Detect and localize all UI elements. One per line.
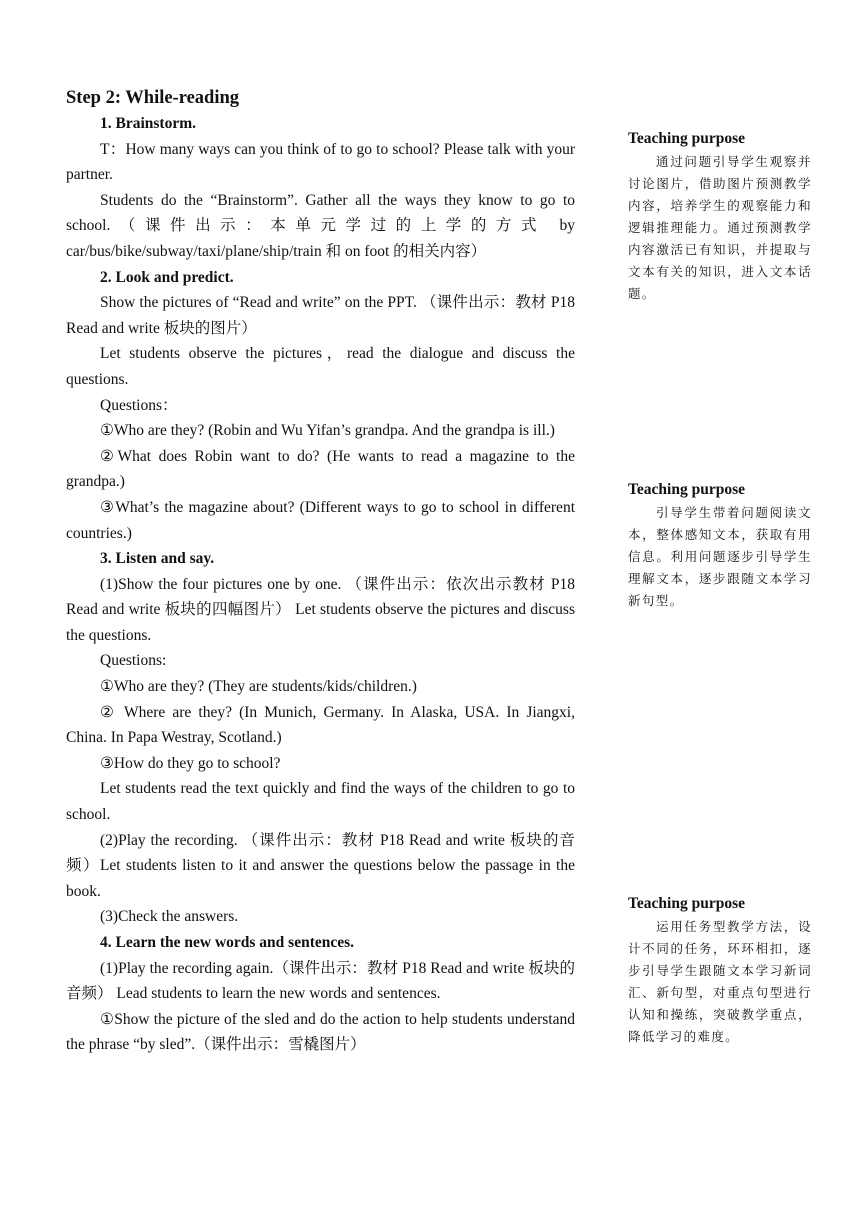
side-note-3 — [628, 894, 812, 1048]
paragraph: 2. Look and predict. — [100, 268, 234, 286]
paragraph: 3. Listen and say. — [100, 550, 215, 568]
paragraph: Show the pictures of “Read and write” on the PPT. （课件出示：教材 P18 Read and write 板块的图片） — [66, 294, 575, 337]
paragraph: Questions： — [100, 396, 178, 414]
paragraph: (1)Show the four pictures one by one. （课件出示：依次出示教材 P18 Read and write 板块的四幅图片） Let students observe the pictures and discuss the questions. — [66, 575, 575, 644]
paragraph: 4. Learn the new words and sentences. — [100, 934, 355, 951]
paragraph: ①Who are they? (Robin and Wu Yifan’s grandpa. And the grandpa is ill.) — [100, 422, 555, 440]
paragraph: Let students observe the pictures，read the dialogue and discuss the questions. — [66, 345, 575, 388]
paragraph: ③How do they go to school? — [100, 754, 281, 772]
paragraph: (2)Play the recording. （课件出示：教材 P18 Read and write 板块的音频）Let students listen to it and answer the questions below the passage in the book. — [66, 831, 575, 900]
paragraph: ①Show the picture of the sled and do the action to help students understand the phrase “by sled”.（课件出示：雪橇图片） — [66, 1010, 575, 1054]
side-note-2 — [628, 480, 812, 612]
paragraph: ②What does Robin want to do? (He wants to read a magazine to the grandpa.) — [66, 447, 575, 491]
paragraph: Questions: — [100, 652, 167, 670]
paragraph: (1)Play the recording again.（课件出示：教材 P18 Read and write 板块的音频） Lead students to learn the new words and sentences. — [66, 959, 575, 1003]
main-content — [66, 86, 575, 1058]
side-note-title: Teaching purpose — [628, 130, 745, 147]
paragraph-list — [66, 111, 575, 1058]
paragraph: 1. Brainstorm. — [100, 115, 197, 132]
side-note-text: 运用任务型教学方法，设计不同的任务，环环相扣，逐步引导学生跟随文本学习新词汇、新句型，对重点句型进行认知和操练，突破教学重点，降低学习的难度。 — [628, 919, 812, 1044]
paragraph: T：How many ways can you think of to go to school? Please talk with your partner. — [66, 140, 575, 184]
paragraph: ② Where are they? (In Munich, Germany. In Alaska, USA. In Jiangxi, China. In Papa Westray, Scotland.) — [66, 703, 575, 747]
paragraph: (3)Check the answers. — [100, 908, 239, 926]
paragraph: ①Who are they? (They are students/kids/children.) — [100, 678, 417, 696]
section-heading: Step 2: While-reading — [66, 88, 240, 108]
side-note-title: Teaching purpose — [628, 895, 745, 912]
paragraph: Students do the “Brainstorm”. Gather all the ways they know to go to school.（课件出示：本单元学过的上学的方式 by car/bus/bike/subway/taxi/plane/ship/train 和 on foot 的相关内容） — [66, 191, 575, 260]
side-note-title: Teaching purpose — [628, 481, 745, 498]
paragraph: Let students read the text quickly and find the ways of the children to go to school. — [66, 780, 575, 824]
paragraph: ③What’s the magazine about? (Different ways to go to school in different countries.) — [66, 498, 575, 542]
side-note-text: 引导学生带着问题阅读文本，整体感知文本，获取有用信息。利用问题逐步引导学生理解文本，逐步跟随文本学习新句型。 — [628, 505, 812, 608]
side-note-1 — [628, 129, 812, 305]
side-note-text: 通过问题引导学生观察并讨论图片，借助图片预测教学内容，培养学生的观察能力和逻辑推理能力。通过预测教学内容激活已有知识，并提取与文本有关的知识，进入文本话题。 — [628, 154, 812, 301]
